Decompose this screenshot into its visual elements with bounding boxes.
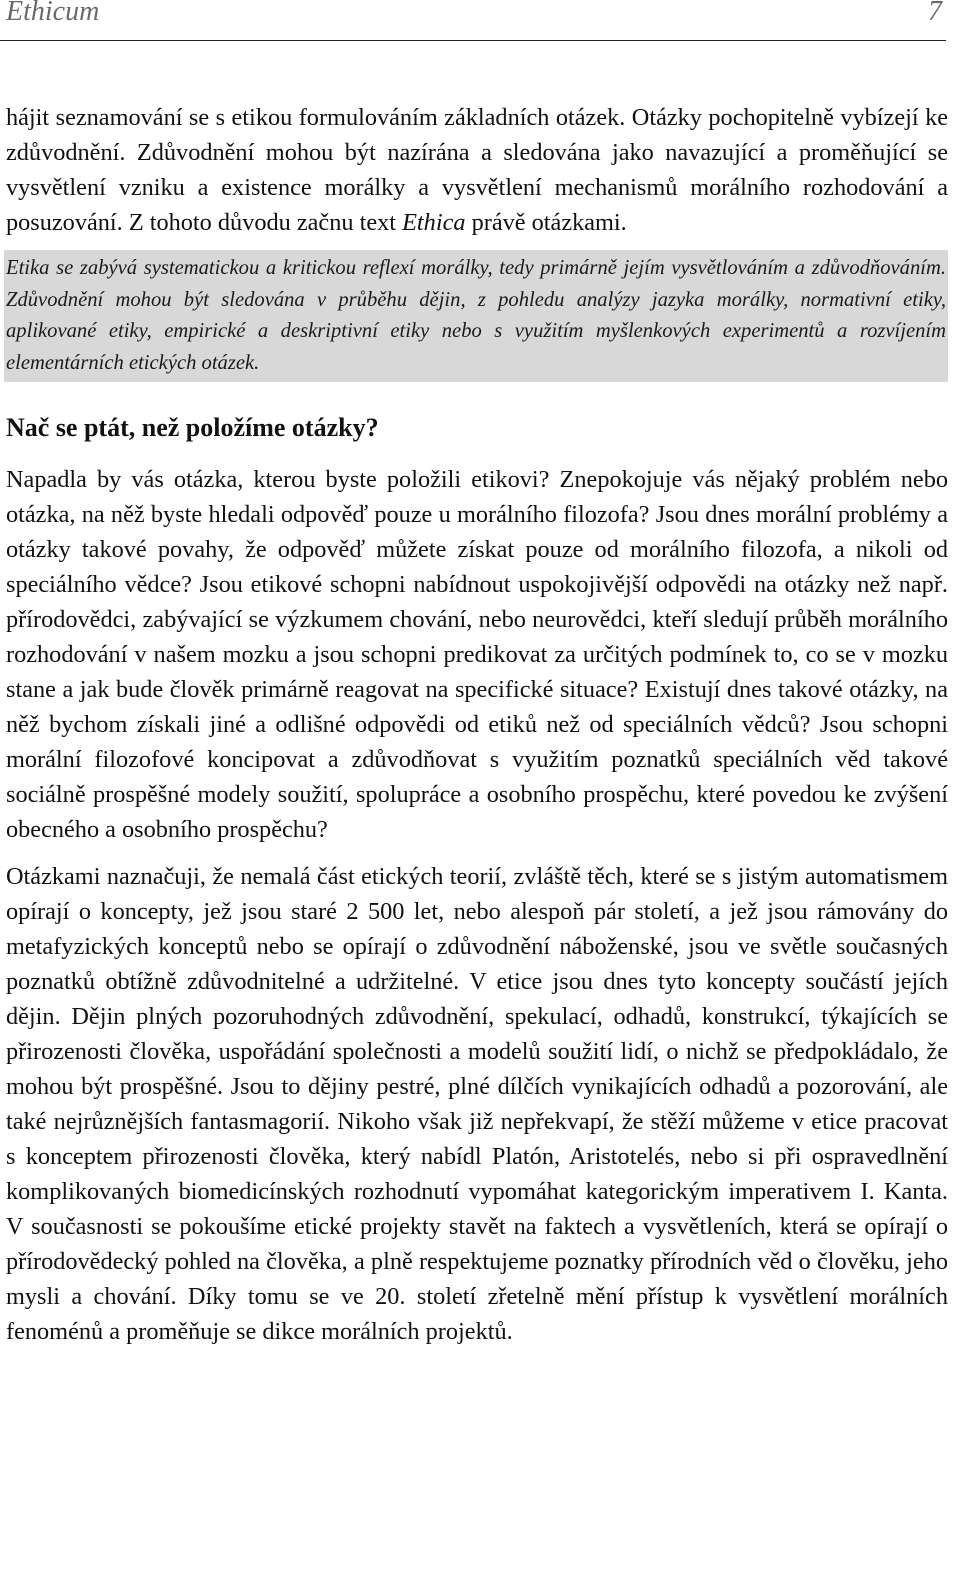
intro-paragraph: [6, 100, 948, 240]
page-number: 7: [928, 0, 942, 27]
page-body: [6, 100, 948, 1349]
running-header-title: Ethicum: [6, 0, 100, 27]
body-paragraph: Otázkami naznačuji, že nemalá část etických teorií, zvláště těch, které se s jistým automatismem opírají o koncepty, jež jsou staré 2 500 let, nebo alespoň pár století, a jež jsou rámovány do metafyzických konceptů nebo se opírají o zdůvodnění náboženské, jsou ve světle současných poznatků obtížně zdůvodnitelné a udržitelné. V etice jsou dnes tyto koncepty součástí jejích dějin. Dějin plných pozoruhodných zdůvodnění, spekulací, odhadů, konstrukcí, týkajících se přirozenosti člověka, uspořádání společnosti a modelů soužití lidí, o nichž se předpokládalo, že mohou být prospěšné. Jsou to dějiny pestré, plné dílčích vynikajících odhadů a pozorování, ale také nejrůznějších fantasmagorií. Nikoho však již nepřekvapí, že stěží můžeme v etice pracovat s konceptem přirozenosti člověka, který nabídl Platón, Aristotelés, nebo si při ospravedlnění komplikovaných biomedicínských rozhodnutí vypomáhat kategorickým imperativem I. Kanta. V současnosti se pokoušíme etické projekty stavět na faktech a vysvětleních, která se opírají o přírodovědecký pohled na člověka, a plně respektujeme poznatky přírodních věd o člověku, jeho mysli a chování. Díky tomu se ve 20. století zřetelně mění přístup k vysvětlení morálních fenoménů a proměňuje se dikce morálních projektů.: [6, 863, 948, 1345]
intro-text-start: hájit seznamování se s etikou formulováním základních otázek. Otázky pochopitelně vybízejí ke zdůvodnění. Zdůvodnění mohou být nazírána a sledována jako navazující a proměňující se vysvětlení vzniku a existence morálky a vysvětlení mechanismů morálního rozhodování a posuzování. Z tohoto důvodu začnu text: [6, 104, 948, 236]
section-heading: Nač se ptát, než položíme otázky?: [6, 413, 379, 442]
summary-box: Etika se zabývá systematickou a kritickou reflexí morálky, tedy primárně jejím vysvětlováním a zdůvodňováním. Zdůvodnění mohou být sledována v průběhu dějin, z pohledu analýzy jazyka morálky, normativní etiky, aplikované etiky, empirické a deskriptivní etiky nebo s využitím myšlenkových experimentů a rozvíjením elementárních etických otázek.: [4, 250, 948, 382]
questions-paragraph: Napadla by vás otázka, kterou byste položili etikovi? Znepokojuje vás nějaký problém nebo otázka, na něž byste hledali odpověď pouze u morálního filozofa? Jsou dnes morální problémy a otázky takové povahy, že odpověď můžete získat pouze od morálního filozofa, a nikoli od speciálního vědce? Jsou etikové schopni nabídnout uspokojivější odpovědi na otázky než např. přírodovědci, zabývající se výzkumem chování, nebo neurovědci, kteří sledují průběh morálního rozhodování v našem mozku a jsou schopni predikovat za určitých podmínek to, co se v mozku stane a jak bude člověk primárně reagovat na specifické situace? Existují dnes takové otázky, na něž bychom získali jiné a odlišné odpovědi od etiků než od speciálních vědců? Jsou schopni morální filozofové koncipovat a zdůvodňovat s využitím poznatků speciálních věd takové sociálně prospěšné modely soužití, spolupráce a osobního prospěchu, které povedou ke zvýšení obecného a osobního prospěchu?: [6, 466, 948, 843]
intro-text-end: právě otázkami.: [465, 209, 627, 236]
running-header: [0, 0, 946, 41]
book-title-emphasis: Ethica: [402, 209, 466, 236]
